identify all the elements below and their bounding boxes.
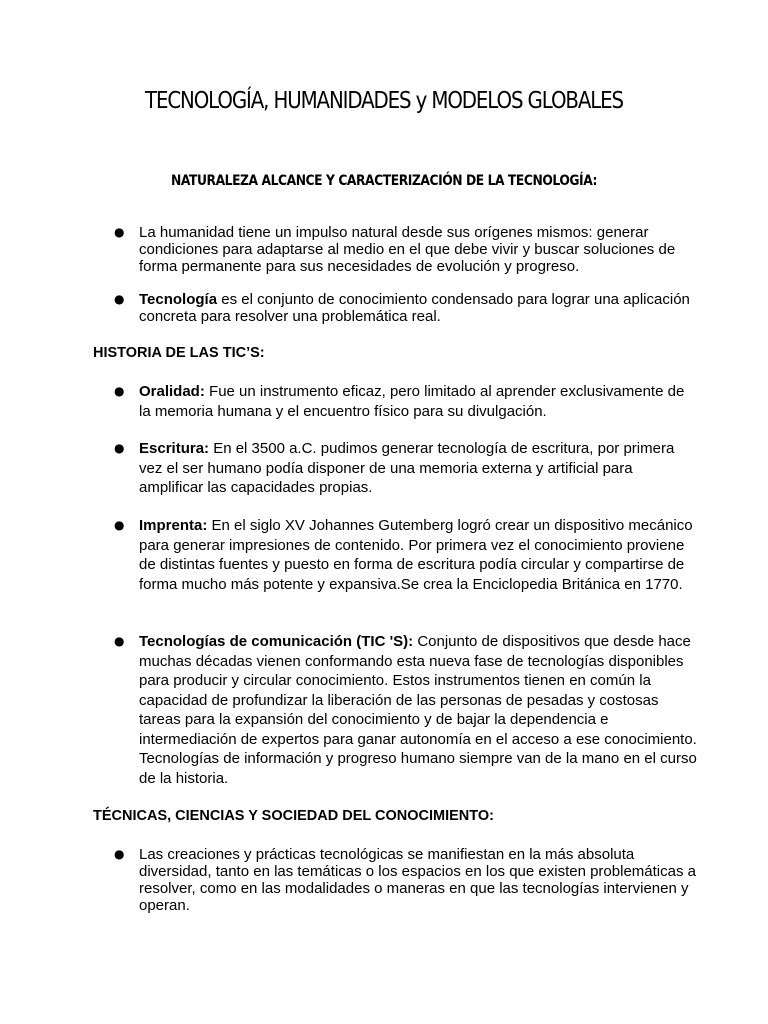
item-text: La humanidad tiene un impulso natural desde sus orígenes mismos: generar condiciones para adaptarse al medio en el que debe vivir y buscar soluciones de forma permanente para sus necesidades de evolución y progreso. [139, 224, 676, 275]
item-text: Las creaciones y prácticas tecnológicas se manifiestan en la más absoluta diversidad, tanto en las temáticas o los espacios en los que existen problemáticas a resolver, como en las modalidades o maneras en que las tecnologías intervienen y operan. [139, 846, 696, 914]
list-item [114, 516, 699, 594]
item-term: Tecnologías de comunicación (TIC 'S): [139, 633, 414, 650]
bullet-icon: ● [114, 441, 125, 455]
list-item [114, 632, 699, 788]
item-text: Conjunto de dispositivos que desde hace muchas décadas vienen conformando esta nueva fase de tecnologías disponibles para producir y circular conocimiento. Estos instrumentos tienen en común la capacidad de profundizar la liberación de las personas de pesadas y costosas tareas para la expansión del conocimiento y de bajar la dependencia e intermediación de expertos para ganar autonomía en el acceso a ese conocimiento. Tecnologías de información y progreso humano siempre van de la mano en el curso de la historia. [139, 633, 697, 787]
item-text: es el conjunto de conocimiento condensado para lograr una aplicación concreta para resolver una problemática real. [139, 291, 690, 325]
bullet-icon: ● [114, 292, 125, 306]
bullet-icon: ● [114, 847, 125, 861]
techniques-heading: TÉCNICAS, CIENCIAS Y SOCIEDAD DEL CONOCIMIENTO: [93, 808, 494, 824]
bullet-icon: ● [114, 225, 125, 239]
item-term: Oralidad: [139, 383, 205, 400]
list-item [114, 224, 699, 275]
item-term: Escritura: [139, 440, 210, 457]
list-item [114, 382, 699, 421]
item-text: Fue un instrumento eficaz, pero limitado al aprender exclusivamente de la memoria humana y el encuentro físico para su divulgación. [139, 383, 685, 420]
item-term: Imprenta: [139, 517, 208, 534]
bullet-icon: ● [114, 384, 125, 398]
history-heading: HISTORIA DE LAS TIC’S: [93, 345, 265, 361]
item-text: En el siglo XV Johannes Gutemberg logró crear un dispositivo mecánico para generar impresiones de contenido. Por primera vez el conocimiento proviene de distintas fuentes y puesto en forma de escritura podía circular y compartirse de forma mucho más potente y expansiva.Se crea la Enciclopedia Británica en 1770. [139, 517, 693, 593]
item-term: Tecnología [139, 291, 218, 308]
list-item [114, 439, 699, 498]
document-title: TECNOLOGÍA, HUMANIDADES y MODELOS GLOBALES [145, 88, 623, 114]
item-text: En el 3500 a.C. pudimos generar tecnología de escritura, por primera vez el ser humano podía disponer de una memoria externa y artificial para amplificar las capacidades propias. [139, 440, 675, 496]
list-item [114, 291, 699, 325]
section-subtitle: NATURALEZA ALCANCE Y CARACTERIZACIÓN DE LA TECNOLOGÍA: [170, 173, 598, 189]
bullet-icon: ● [114, 634, 125, 648]
list-item [114, 846, 699, 914]
bullet-icon: ● [114, 518, 125, 532]
